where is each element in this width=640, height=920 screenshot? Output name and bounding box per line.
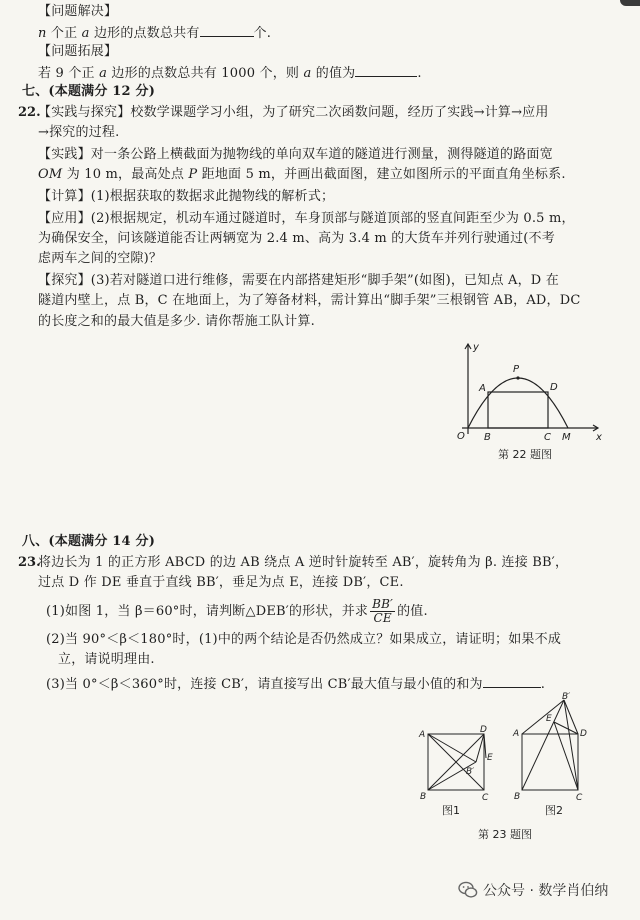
q22-line-2: →探究的过程. xyxy=(38,125,120,140)
q23-figure-1-caption: 图1 xyxy=(442,804,460,817)
label-p: P xyxy=(513,364,520,375)
q22-line-8: 虑两车之间的空隙)？ xyxy=(38,251,163,266)
q23-part-3: (3)当 0°＜β＜360°时，连接 CB′，请直接写出 CB′最大值与最小值的和为 . xyxy=(46,673,608,695)
section-7-header: 七、(本题满分 12 分) xyxy=(22,84,156,99)
f2-label-bp: B′ xyxy=(562,692,571,702)
f2-label-b: B xyxy=(514,792,521,802)
label-y: y xyxy=(473,342,479,353)
q22-figure xyxy=(448,338,608,444)
answer-blank[interactable] xyxy=(355,62,417,77)
watermark-text: 公众号 · 数学肖伯纳 xyxy=(483,883,609,899)
q22-line-11: 的长度之和的最大值是多少. 请你帮施工队计算. xyxy=(38,314,315,329)
label-c: C xyxy=(544,432,551,443)
label-m: M xyxy=(562,432,571,443)
f2-label-e: E xyxy=(546,714,552,724)
q21-expand-line: 若 9 个正 a 边形的点数总共有 1000 个，则 a 的值为 . xyxy=(38,62,600,84)
segment-ab-prime xyxy=(522,700,564,734)
q21-solve-line: n 个正 a 边形的点数总共有 个. xyxy=(38,22,600,44)
f1-label-d: D xyxy=(480,725,487,735)
q22-line-1: 【实践与探究】校数学课题学习小组，为了研究二次函数问题，经历了实践→计算→应用 xyxy=(38,105,549,120)
f2-label-a: A xyxy=(513,729,520,739)
q22-line-9: 【探究】(3)若对隧道口进行维修，需要在内部搭建矩形“脚手架”(如图)，已知点 A，D 在 xyxy=(38,273,559,288)
square-abcd xyxy=(522,734,578,790)
label-d: D xyxy=(550,382,558,393)
segment-db-prime xyxy=(564,700,578,734)
point-p xyxy=(516,376,519,379)
page-corner-shadow xyxy=(620,0,640,6)
f1-label-c: C xyxy=(482,793,489,802)
q22-line-10: 隧道内壁上，点 B，C 在地面上，为了筹备材料，需计算出“脚手架”三根钢管 AB，AD，DC xyxy=(38,293,581,308)
q23-part-1: (1)如图 1，当 β＝60°时，请判断△DEB′的形状，并求 $\frac{BB'}{CE}$ 的值. xyxy=(46,597,428,625)
label-b: B xyxy=(484,432,491,443)
q23-part-2-line-2: 立，请说明理由. xyxy=(58,652,155,667)
q23-figure-1 xyxy=(416,722,498,802)
f1-label-bp: B′ xyxy=(466,767,475,777)
section-8-header: 八、(本题满分 14 分) xyxy=(22,534,156,549)
fraction-bb-over-ce: $\frac{BB'}{CE}$ xyxy=(372,597,394,625)
q22-line-7: 为确保安全，问该隧道能否让两辆宽为 2.4 m、高为 3.4 m 的大货车并列行驶通过(不考 xyxy=(38,231,555,246)
q23-number: 23. xyxy=(18,555,41,570)
segment-cb-prime xyxy=(564,700,578,790)
q22-line-5: 【计算】(1)根据获取的数据求此抛物线的解析式； xyxy=(38,189,335,204)
f2-label-d: D xyxy=(580,729,587,739)
answer-blank[interactable] xyxy=(200,22,254,37)
q22-line-3: 【实践】对一条公路上横截面为抛物线的单向双车道的隧道进行测量，测得隧道的路面宽 xyxy=(38,147,553,162)
f2-label-c: C xyxy=(576,793,583,802)
q23-figure-2-caption: 图2 xyxy=(545,804,563,817)
q21-expand-heading: 【问题拓展】 xyxy=(38,44,118,59)
q22-figure-caption: 第 22 题图 xyxy=(498,448,552,461)
q23-figure-caption: 第 23 题图 xyxy=(478,828,532,841)
q22-line-6: 【应用】(2)根据规定，机动车通过隧道时，车身顶部与隧道顶部的竖直间距至少为 0.5 m， xyxy=(38,211,575,226)
q23-line-2: 过点 D 作 DE 垂直于直线 BB′，垂足为点 E，连接 DB′，CE. xyxy=(38,575,404,590)
q22-number: 22. xyxy=(18,105,41,120)
answer-blank[interactable] xyxy=(483,673,541,688)
q23-figure-2 xyxy=(510,690,594,802)
f1-label-e: E xyxy=(487,753,493,763)
label-a: A xyxy=(479,383,486,394)
f1-label-b: B xyxy=(420,792,427,802)
q23-part-2-line-1: (2)当 90°＜β＜180°时，(1)中的两个结论是否仍然成立？如果成立，请证明；如果不成 xyxy=(46,632,562,647)
scaffold-rectangle xyxy=(488,392,548,428)
label-x: x xyxy=(596,432,602,443)
q23-line-1: 将边长为 1 的正方形 ABCD 的边 AB 绕点 A 逆时针旋转至 AB′，旋转角为 β. 连接 BB′， xyxy=(38,555,569,570)
wechat-icon xyxy=(458,880,478,900)
q22-line-4: OM 为 10 m，最高处点 P 距地面 5 m，并画出截面图，建立如图所示的平面直角坐标系. xyxy=(38,167,566,182)
f1-label-a: A xyxy=(419,730,426,740)
segment-bb-prime xyxy=(522,700,564,790)
label-o: O xyxy=(457,431,465,442)
q21-solve-heading: 【问题解决】 xyxy=(38,4,118,19)
wechat-watermark xyxy=(458,878,628,902)
